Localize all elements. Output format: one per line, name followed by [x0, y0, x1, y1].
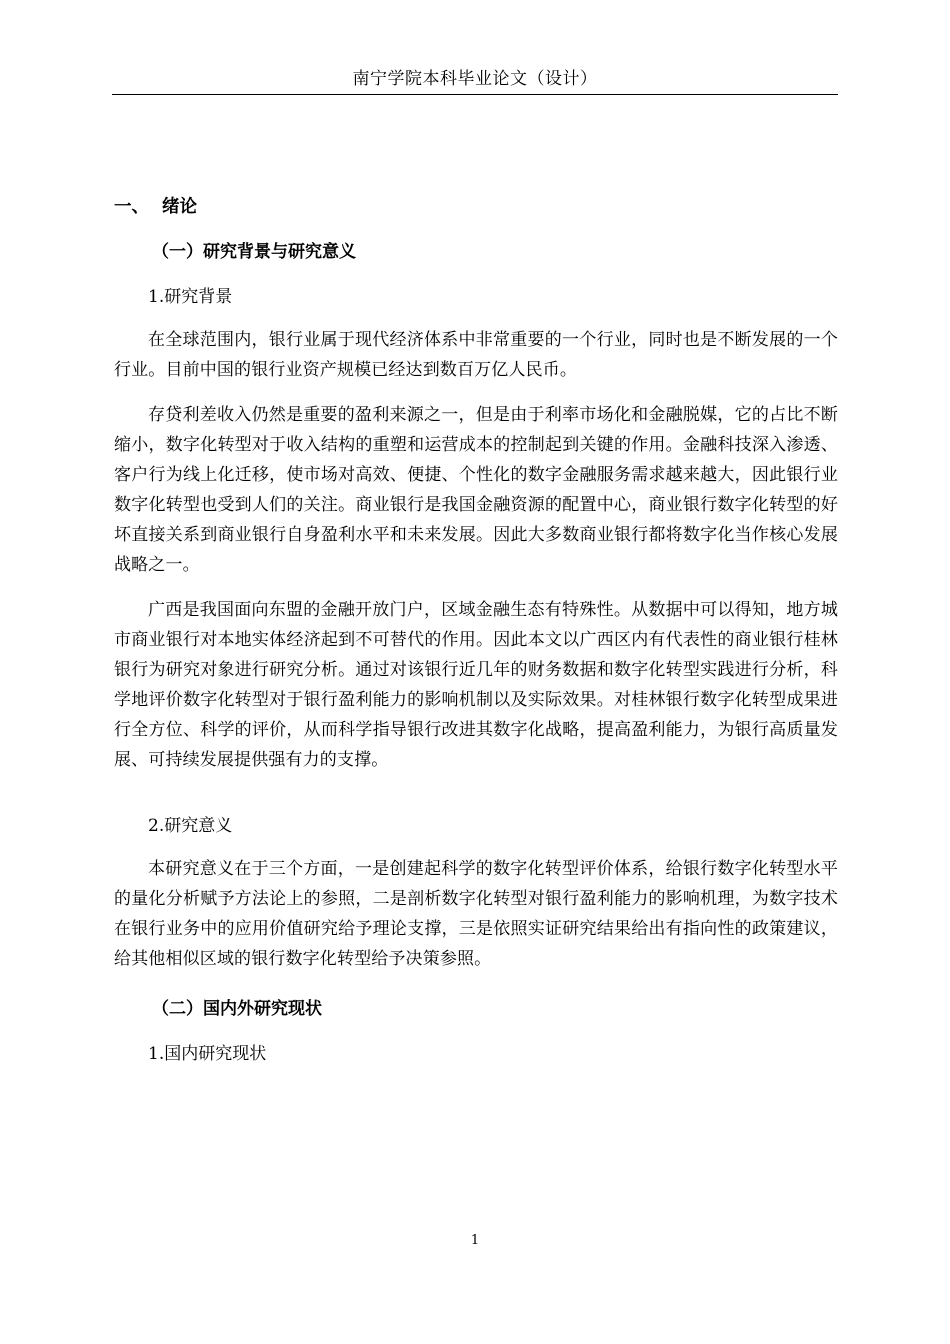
header-rule — [112, 94, 838, 95]
item-heading-background: 1.研究背景 — [148, 287, 233, 307]
item-heading-domestic-research: 1.国内研究现状 — [148, 1044, 267, 1064]
page-number: 1 — [470, 1233, 480, 1248]
section-heading — [114, 192, 838, 222]
item-heading-significance: 2.研究意义 — [148, 816, 233, 836]
running-header: 南宁学院本科毕业论文（设计） — [352, 69, 598, 89]
subsection-heading-background: （一）研究背景与研究意义 — [152, 242, 356, 262]
paragraph-background-3: 广西是我国面向东盟的金融开放门户，区域金融生态有特殊性。从数据中可以得知，地方城市商业银行对本地实体经济起到不可替代的作用。因此本文以广西区内有代表性的商业银行桂林银行为研究对象进行研究分析。通过对该银行近几年的财务数据和数字化转型实践进行分析，科学地评价数字化转型对于银行盈利能力的影响机制以及实际效果。对桂林银行数字化转型成果进行全方位、科学的评价，从而科学指导银行改进其数字化战略，提高盈利能力，为银行高质量发展、可持续发展提供强有力的支撑。 — [114, 600, 838, 770]
paragraph-background-2: 存贷利差收入仍然是重要的盈利来源之一，但是由于利率市场化和金融脱媒，它的占比不断缩小，数字化转型对于收入结构的重塑和运营成本的控制起到关键的作用。金融科技深入渗透、客户行为线上化迁移，使市场对高效、便捷、个性化的数字金融服务需求越来越大，因此银行业数字化转型也受到人们的关注。商业银行是我国金融资源的配置中心，商业银行数字化转型的好坏直接关系到商业银行自身盈利水平和未来发展。因此大多数商业银行都将数字化当作核心发展战略之一。 — [114, 405, 838, 575]
subsection-heading-research-status: （二）国内外研究现状 — [152, 999, 322, 1019]
section-number: 一、 — [114, 197, 149, 217]
paragraph-background-1: 在全球范围内，银行业属于现代经济体系中非常重要的一个行业，同时也是不断发展的一个行业。目前中国的银行业资产规模已经达到数百万亿人民币。 — [114, 330, 838, 380]
paragraph-significance-1: 本研究意义在于三个方面，一是创建起科学的数字化转型评价体系，给银行数字化转型水平的量化分析赋予方法论上的参照，二是剖析数字化转型对银行盈利能力的影响机理，为数字技术在银行业务中的应用价值研究给予理论支撑，三是依照实证研究结果给出有指向性的政策建议，给其他相似区域的银行数字化转型给予决策参照。 — [114, 859, 838, 969]
section-title: 绪论 — [162, 197, 197, 217]
